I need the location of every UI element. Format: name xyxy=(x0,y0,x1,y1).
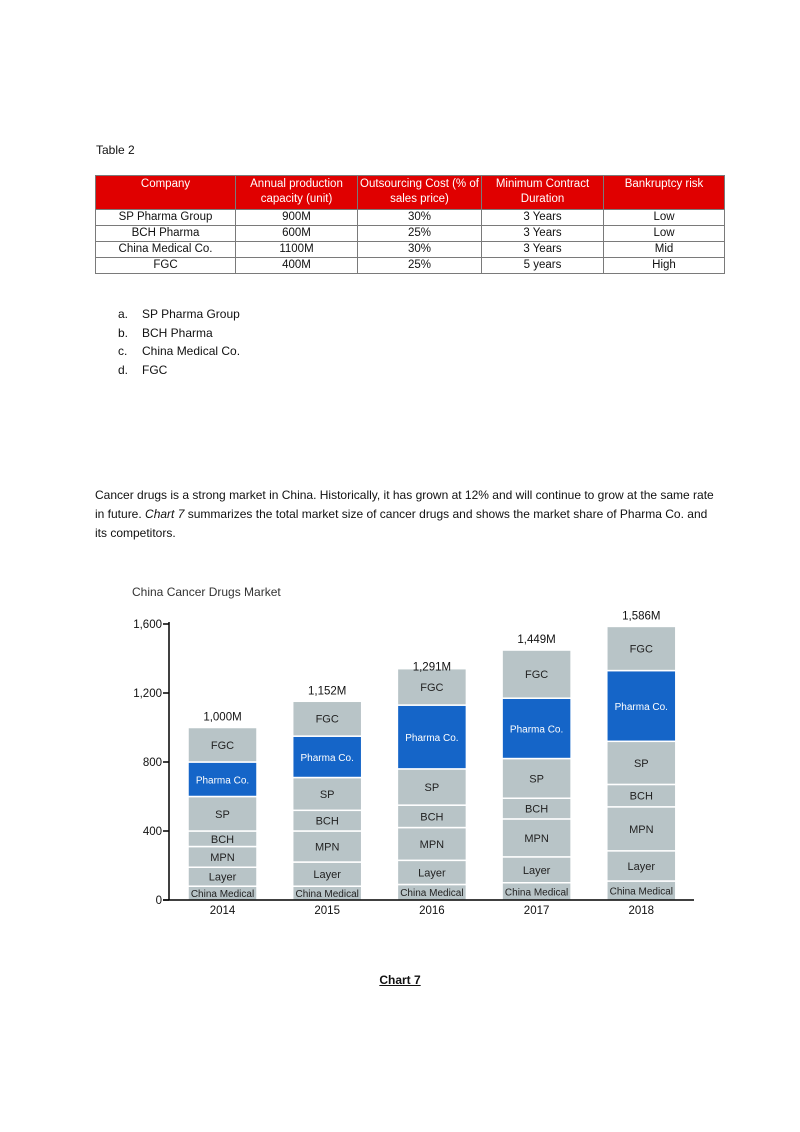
table-cell: 3 Years xyxy=(482,226,604,242)
y-tick-label: 800 xyxy=(142,757,162,769)
table-cell: 30% xyxy=(358,210,482,226)
table-cell: 900M xyxy=(236,210,358,226)
header-contract-duration: Minimum Contract Duration xyxy=(482,176,604,210)
segment-label: SP xyxy=(215,808,230,821)
x-tick-label: 2016 xyxy=(419,905,445,917)
option-marker: d. xyxy=(118,362,129,377)
total-label: 1,586M xyxy=(622,610,661,623)
option-text: BCH Pharma xyxy=(142,325,213,340)
x-tick-label: 2014 xyxy=(209,905,236,917)
segment-label: FGC xyxy=(210,739,235,752)
x-tick-label: 2017 xyxy=(523,905,550,917)
segment-label: China Medical xyxy=(400,888,464,900)
segment-label: China Medical xyxy=(190,889,255,901)
segment-label: BCH xyxy=(629,790,653,803)
table-cell: 1100M xyxy=(236,242,358,258)
option-marker: c. xyxy=(118,344,128,358)
option-text: China Medical Co. xyxy=(142,344,241,358)
segment-label: Layer xyxy=(418,867,446,880)
segment-label: SP xyxy=(424,782,440,795)
table-cell: FGC xyxy=(96,258,236,274)
segment-label: BCH xyxy=(315,815,339,828)
segment-label: BCH xyxy=(524,803,549,816)
segment-label: MPN xyxy=(314,841,340,854)
segment-label: FGC xyxy=(524,669,549,682)
y-tick-label: 1,200 xyxy=(133,688,162,700)
segment-label: Layer xyxy=(522,864,551,877)
segment-label: SP xyxy=(529,773,544,786)
segment-label: BCH xyxy=(210,833,235,846)
segment-label: MPN xyxy=(629,823,654,836)
paragraph-chart-ref: Chart 7 xyxy=(145,507,185,521)
table-caption: Table 2 xyxy=(96,143,135,157)
x-tick-label: 2015 xyxy=(314,905,340,917)
header-bankruptcy-risk: Bankruptcy risk xyxy=(604,176,725,210)
segment-label: Pharma Co. xyxy=(300,752,354,764)
segment-label: Layer xyxy=(627,860,656,873)
header-company: Company xyxy=(96,176,236,210)
segment-label: SP xyxy=(633,757,649,770)
table-cell: China Medical Co. xyxy=(96,242,236,258)
option-marker: a. xyxy=(118,307,129,321)
segment-label: Pharma Co. xyxy=(405,732,459,744)
y-tick-label: 1,600 xyxy=(133,619,162,631)
total-label: 1,291M xyxy=(412,661,452,674)
segment-label: MPN xyxy=(524,832,549,845)
segment-label: FGC xyxy=(315,713,339,726)
table-cell: 600M xyxy=(236,226,358,242)
segment-label: Pharma Co. xyxy=(195,775,250,787)
segment-label: Layer xyxy=(208,871,237,884)
table-cell: Low xyxy=(604,226,725,242)
x-tick-label: 2018 xyxy=(628,905,655,917)
segment-label: China Medical xyxy=(295,889,359,901)
total-label: 1,000M xyxy=(203,711,242,724)
chart-title: China Cancer Drugs Market xyxy=(132,585,281,599)
option-marker: b. xyxy=(118,325,129,340)
table-cell: 30% xyxy=(358,242,482,258)
table-cell: 400M xyxy=(236,258,358,274)
paragraph-text-before: Cancer drugs is a strong market in China. Historically, it has grown at 12% and will continue to grow at the same rate in future. xyxy=(95,488,714,521)
y-tick-label: 0 xyxy=(155,895,162,907)
segment-label: Pharma Co. xyxy=(614,701,668,713)
paragraph-text-after: summarizes the total market size of cancer drugs and shows the market share of Pharma Co. and its competitors. xyxy=(95,507,708,540)
option-text: FGC xyxy=(142,362,168,377)
table-cell: BCH Pharma xyxy=(96,226,236,242)
header-capacity: Annual production capacity (unit) xyxy=(236,176,358,210)
chart-caption: Chart 7 xyxy=(379,973,421,987)
table-cell: Mid xyxy=(604,242,725,258)
table-cell: 3 Years xyxy=(482,242,604,258)
table-cell: Low xyxy=(604,210,725,226)
segment-label: MPN xyxy=(210,851,235,864)
table-cell: 3 Years xyxy=(482,210,604,226)
table-cell: SP Pharma Group xyxy=(96,210,236,226)
total-label: 1,152M xyxy=(308,685,347,698)
table-cell: High xyxy=(604,258,725,274)
segment-label: SP xyxy=(319,788,335,801)
segment-label: MPN xyxy=(419,838,445,851)
segment-label: Pharma Co. xyxy=(509,724,564,736)
segment-label: China Medical xyxy=(609,886,673,898)
table-cell: 5 years xyxy=(482,258,604,274)
total-label: 1,449M xyxy=(517,634,556,647)
segment-label: China Medical xyxy=(504,887,569,899)
y-tick-label: 400 xyxy=(142,826,162,838)
segment-label: BCH xyxy=(420,811,444,824)
header-outsourcing-cost: Outsourcing Cost (% of sales price) xyxy=(358,176,482,210)
segment-label: Layer xyxy=(313,869,341,882)
segment-label: FGC xyxy=(420,681,444,694)
table-cell: 25% xyxy=(358,226,482,242)
option-text: SP Pharma Group xyxy=(142,307,240,321)
table-cell: 25% xyxy=(358,258,482,274)
segment-label: FGC xyxy=(629,643,653,656)
